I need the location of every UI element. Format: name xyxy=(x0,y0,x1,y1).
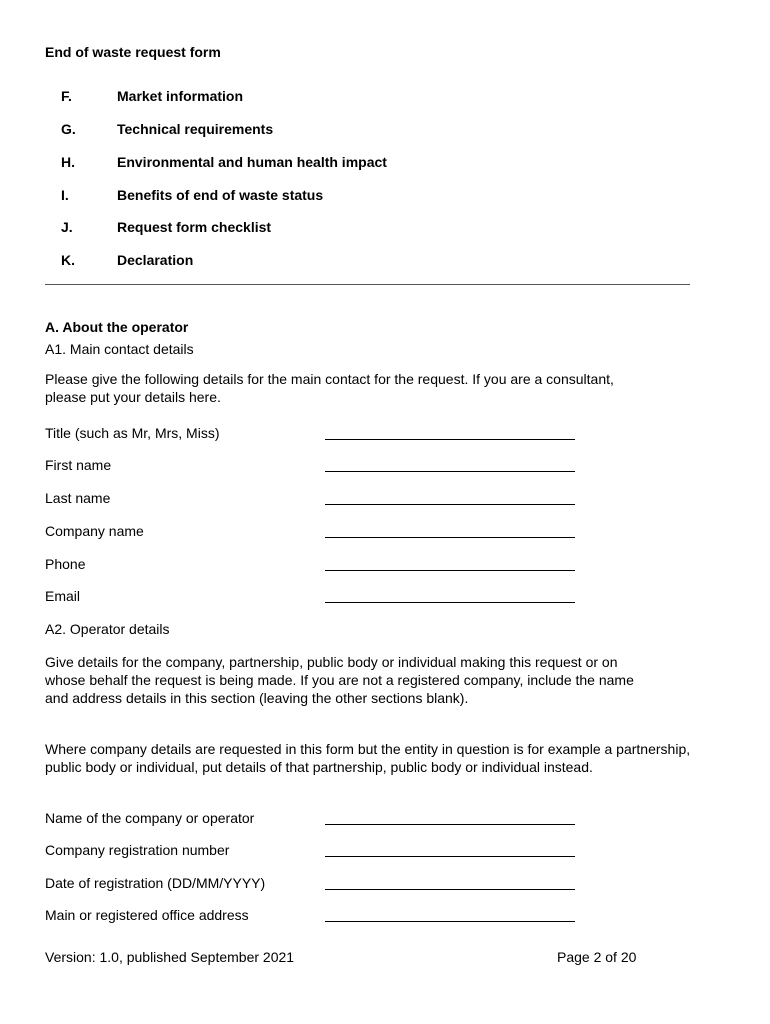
title-field[interactable] xyxy=(325,425,575,440)
toc-label-benefits: Benefits of end of waste status xyxy=(117,187,324,203)
toc-letter: H. xyxy=(61,154,75,170)
section-a-heading: A. About the operator xyxy=(45,319,189,335)
toc-letter: J. xyxy=(61,219,73,235)
title-label: Title (such as Mr, Mrs, Miss) xyxy=(45,425,220,441)
section-divider xyxy=(45,284,690,285)
registration-number-label: Company registration number xyxy=(45,842,230,858)
registration-number-field[interactable] xyxy=(325,842,575,857)
a1-intro: Please give the following details for the main contact for the request. If you are a consultant, please put your details here. xyxy=(45,371,614,405)
email-field[interactable] xyxy=(325,588,575,603)
phone-field[interactable] xyxy=(325,556,575,571)
registration-date-field[interactable] xyxy=(325,875,575,890)
toc-letter: G. xyxy=(61,121,76,137)
toc-label-checklist: Request form checklist xyxy=(117,219,272,235)
toc-label-market-information: Market information xyxy=(117,88,244,104)
a2-intro-2: Where company details are requested in this form but the entity in question is for example a partnership, public body or individual, put details of that partnership, public body or individual instead. xyxy=(45,741,691,775)
phone-label: Phone xyxy=(45,556,86,572)
company-name-label: Company name xyxy=(45,523,144,539)
toc-letter: F. xyxy=(61,88,72,104)
registration-date-label: Date of registration (DD/MM/YYYY) xyxy=(45,875,266,891)
first-name-label: First name xyxy=(45,457,112,473)
office-address-field[interactable] xyxy=(325,907,575,922)
toc-label-environmental-impact: Environmental and human health impact xyxy=(117,154,387,170)
toc-letter: I. xyxy=(61,187,69,203)
a1-heading: A1. Main contact details xyxy=(45,341,194,357)
email-label: Email xyxy=(45,588,81,604)
toc-letter: K. xyxy=(61,252,75,268)
last-name-field[interactable] xyxy=(325,490,575,505)
version-footer: Version: 1.0, published September 2021 xyxy=(45,949,295,965)
toc-label-technical-requirements: Technical requirements xyxy=(117,121,274,137)
operator-name-field[interactable] xyxy=(325,810,575,825)
first-name-field[interactable] xyxy=(325,457,575,472)
document-title: End of waste request form xyxy=(45,44,221,60)
office-address-label: Main or registered office address xyxy=(45,907,249,923)
last-name-label: Last name xyxy=(45,490,111,506)
page-number: Page 2 of 20 xyxy=(557,949,637,965)
company-name-field[interactable] xyxy=(325,523,575,538)
operator-name-label: Name of the company or operator xyxy=(45,810,255,826)
a2-heading: A2. Operator details xyxy=(45,621,170,637)
toc-label-declaration: Declaration xyxy=(117,252,194,268)
a2-intro-1: Give details for the company, partnership, public body or individual making this request or on whose behalf the request is being made. If you are not a registered company, include the name and address details in this section (leaving the other sections blank). xyxy=(45,654,634,706)
